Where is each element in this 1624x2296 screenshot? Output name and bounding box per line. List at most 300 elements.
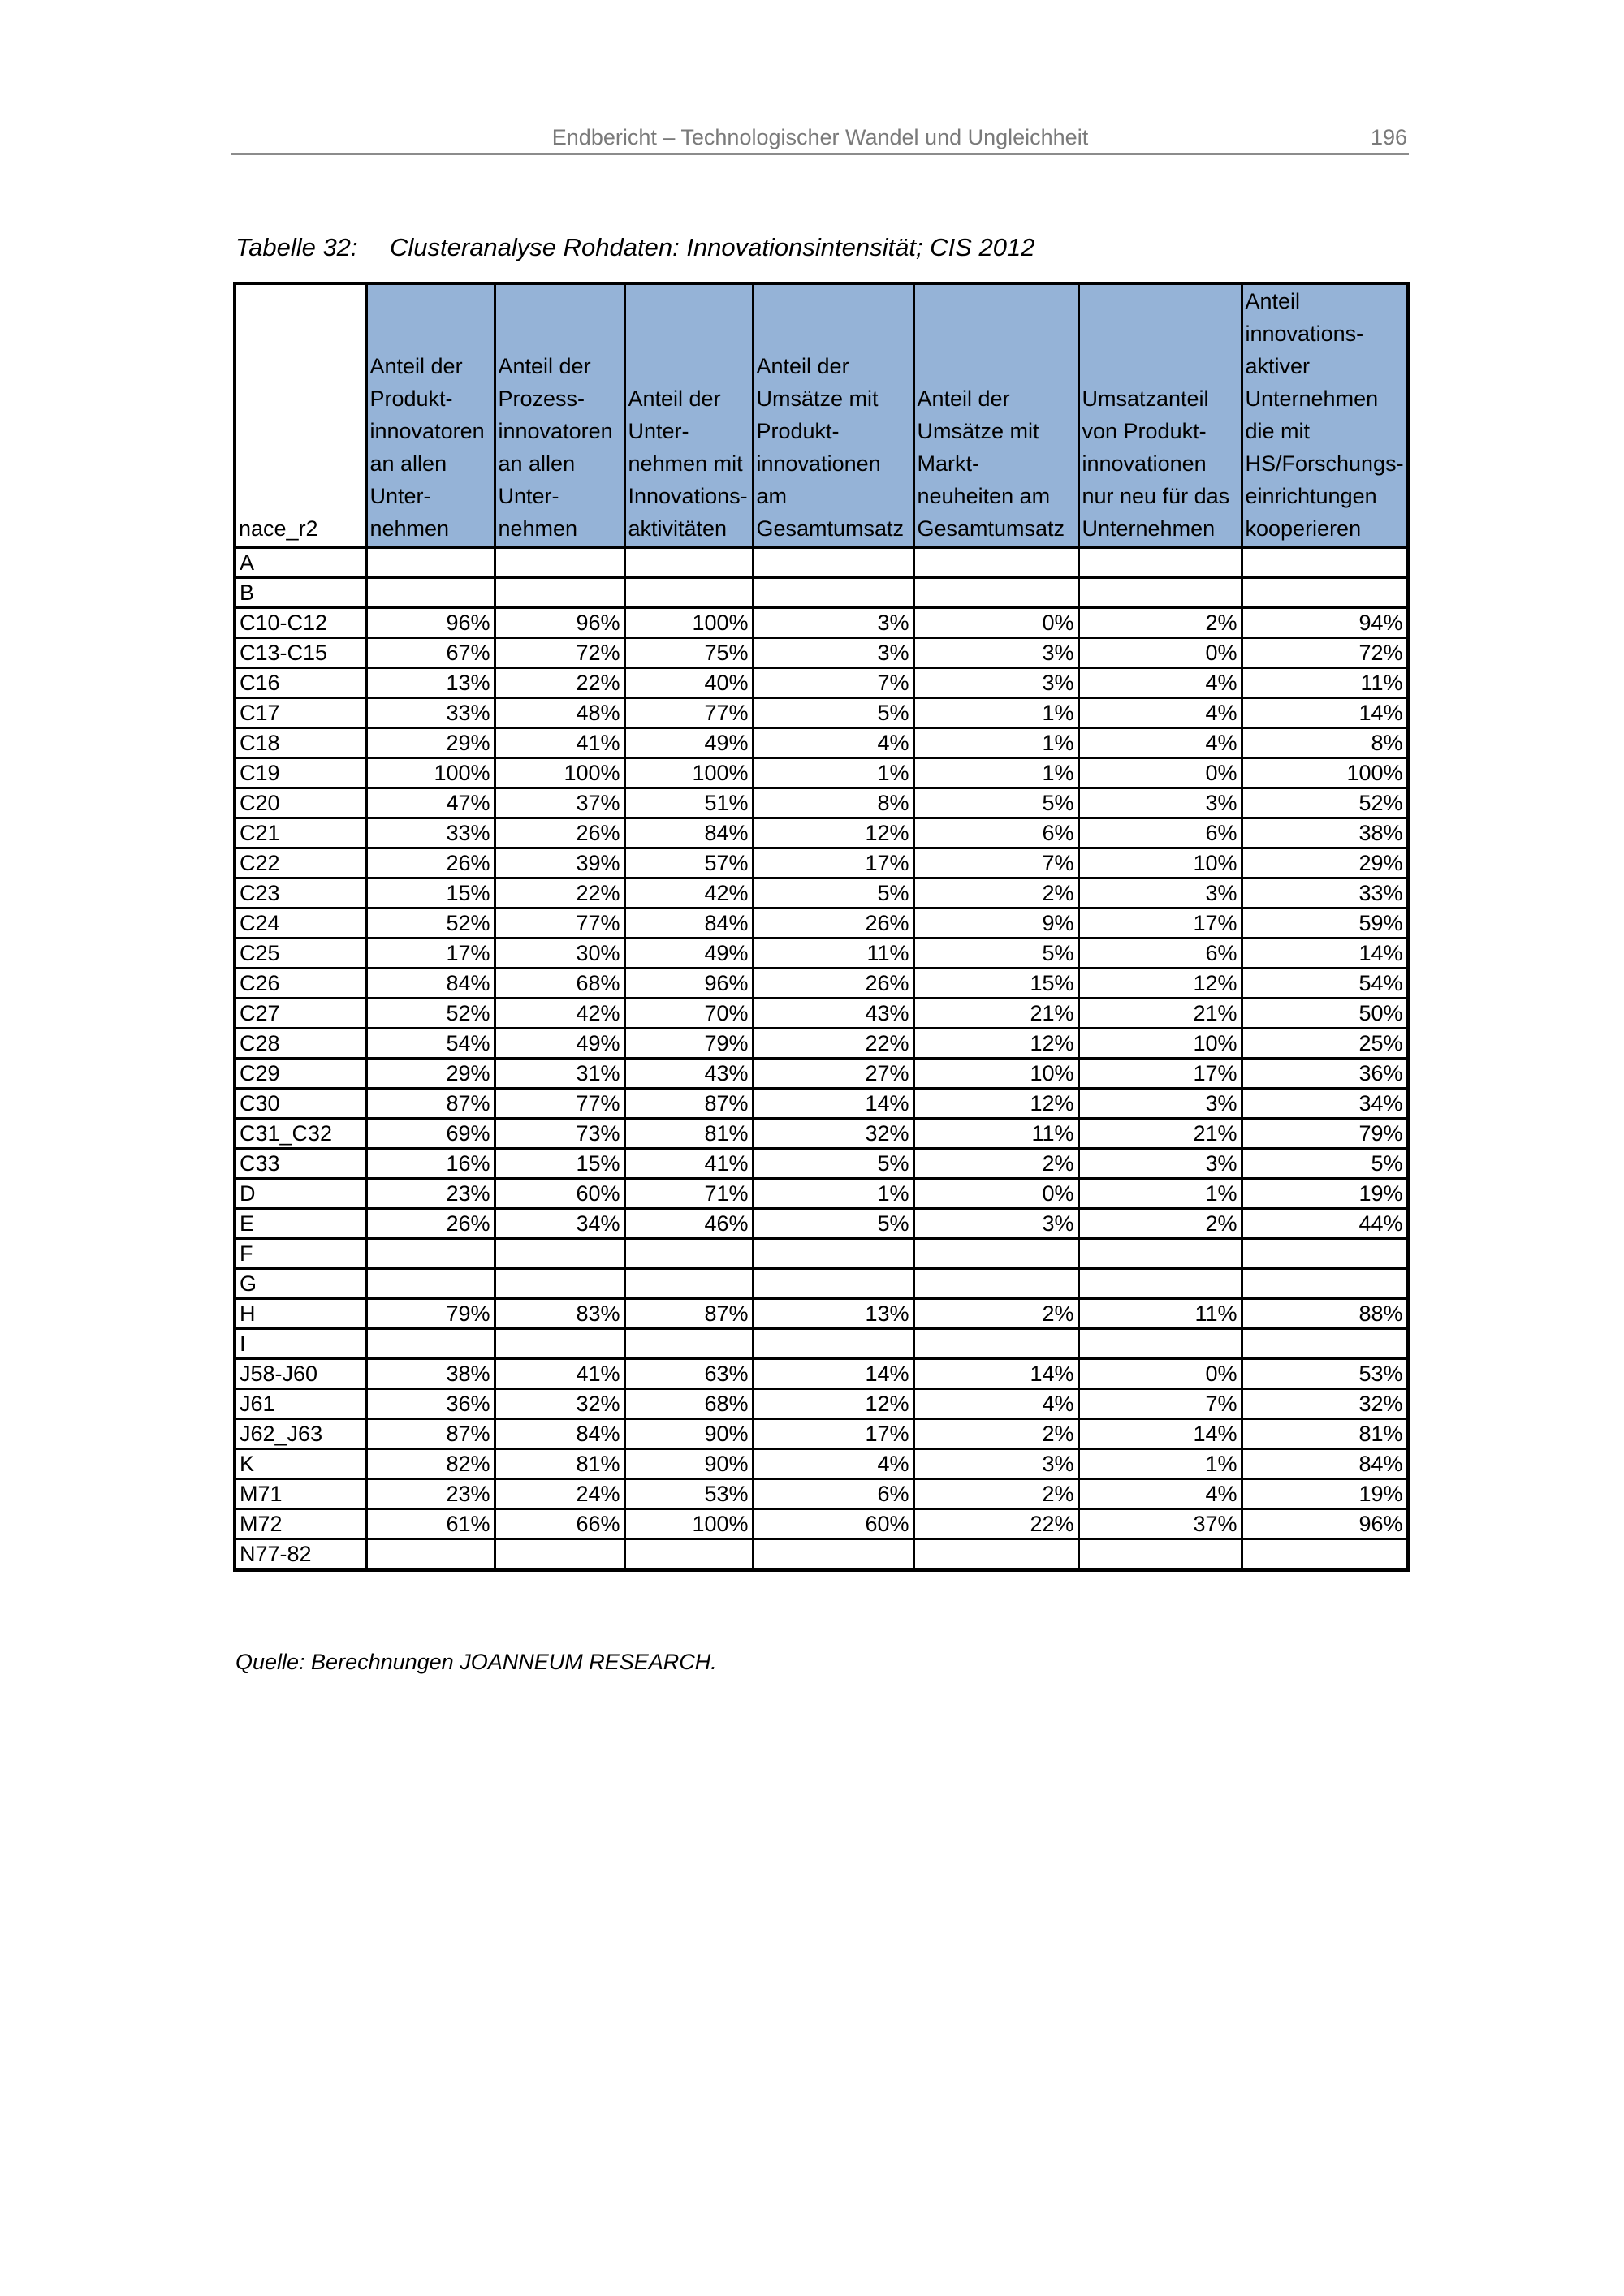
table-cell (366, 1269, 495, 1299)
table-cell: 4% (753, 728, 914, 758)
table-cell (1078, 1539, 1242, 1570)
table-cell: 39% (495, 848, 624, 878)
table-cell: 3% (753, 638, 914, 668)
table-row (235, 1299, 1408, 1329)
table-row (235, 1389, 1408, 1419)
table-cell: 21% (914, 999, 1078, 1029)
table-cell (495, 1539, 624, 1570)
table-cell: 11% (1242, 668, 1408, 698)
table-cell: 17% (1078, 908, 1242, 939)
table-cell: 84% (366, 969, 495, 999)
table-cell: 96% (495, 608, 624, 638)
table-cell: 3% (1078, 788, 1242, 818)
table-cell: 0% (1078, 638, 1242, 668)
row-label: M72 (235, 1509, 366, 1539)
table-caption (235, 233, 1034, 262)
corner-label: nace_r2 (235, 283, 366, 548)
table-cell: 87% (624, 1299, 753, 1329)
table-cell: 41% (624, 1149, 753, 1179)
table-cell: 67% (366, 638, 495, 668)
column-header: Anteil der Produkt-innovatoren an allen Unter-nehmen (366, 283, 495, 548)
table-cell: 23% (366, 1179, 495, 1209)
table-cell: 12% (753, 1389, 914, 1419)
table-cell: 90% (624, 1449, 753, 1479)
table-row (235, 608, 1408, 638)
row-label: C30 (235, 1089, 366, 1119)
row-label: C20 (235, 788, 366, 818)
table-cell: 2% (914, 1299, 1078, 1329)
table-cell: 32% (495, 1389, 624, 1419)
table-cell: 81% (624, 1119, 753, 1149)
table-cell: 3% (1078, 1089, 1242, 1119)
table-cell: 3% (753, 608, 914, 638)
table-cell: 8% (1242, 728, 1408, 758)
table-cell (366, 1329, 495, 1359)
table-cell: 2% (914, 1149, 1078, 1179)
row-label: G (235, 1269, 366, 1299)
caption-text: Clusteranalyse Rohdaten: Innovationsintensität; CIS 2012 (390, 233, 1035, 261)
table-cell: 43% (624, 1059, 753, 1089)
table-cell: 6% (1078, 818, 1242, 848)
table-cell: 5% (1242, 1149, 1408, 1179)
table-cell: 3% (914, 638, 1078, 668)
table-cell: 59% (1242, 908, 1408, 939)
table-cell: 79% (366, 1299, 495, 1329)
table-cell (1242, 1269, 1408, 1299)
table-cell: 41% (495, 1359, 624, 1389)
table-cell: 75% (624, 638, 753, 668)
table-cell: 87% (366, 1419, 495, 1449)
table-cell: 21% (1078, 999, 1242, 1029)
table-cell: 7% (914, 848, 1078, 878)
data-table (233, 282, 1410, 1572)
table-cell: 22% (495, 668, 624, 698)
table-cell: 53% (1242, 1359, 1408, 1389)
column-header: Anteil innovations-aktiver Unternehmen die mit HS/Forschungs-einrichtungen kooperieren (1242, 283, 1408, 548)
table-cell: 61% (366, 1509, 495, 1539)
table-cell (914, 578, 1078, 608)
table-cell: 5% (914, 788, 1078, 818)
table-cell: 49% (624, 939, 753, 969)
row-label: C21 (235, 818, 366, 848)
table-cell: 2% (914, 878, 1078, 908)
table-cell: 5% (753, 1209, 914, 1239)
table-cell: 12% (1078, 969, 1242, 999)
table-row (235, 1119, 1408, 1149)
table-cell (1242, 578, 1408, 608)
table-cell: 3% (1078, 878, 1242, 908)
row-label: J61 (235, 1389, 366, 1419)
table-row (235, 1269, 1408, 1299)
table-cell: 2% (914, 1479, 1078, 1509)
header-row (235, 283, 1408, 548)
row-label: M71 (235, 1479, 366, 1509)
table-cell: 1% (753, 1179, 914, 1209)
table-row (235, 848, 1408, 878)
table-cell: 81% (495, 1449, 624, 1479)
column-header: Umsatzanteil von Produkt-innovationen nur neu für das Unternehmen (1078, 283, 1242, 548)
table-cell: 72% (495, 638, 624, 668)
column-header: Anteil der Umsätze mit Produkt-innovationen am Gesamtumsatz (753, 283, 914, 548)
table-row (235, 1449, 1408, 1479)
table-cell: 14% (1078, 1419, 1242, 1449)
row-label: C26 (235, 969, 366, 999)
row-label: C10-C12 (235, 608, 366, 638)
table-cell: 52% (366, 908, 495, 939)
table-cell: 31% (495, 1059, 624, 1089)
table-cell: 12% (914, 1089, 1078, 1119)
table-cell: 13% (753, 1299, 914, 1329)
table-cell (1242, 548, 1408, 578)
row-label: H (235, 1299, 366, 1329)
table-row (235, 668, 1408, 698)
table-cell: 100% (495, 758, 624, 788)
table-cell: 1% (1078, 1179, 1242, 1209)
table-cell: 51% (624, 788, 753, 818)
table-cell (1078, 578, 1242, 608)
table-cell: 11% (914, 1119, 1078, 1149)
table-cell: 96% (1242, 1509, 1408, 1539)
table-cell: 7% (753, 668, 914, 698)
table-row (235, 908, 1408, 939)
table-cell: 94% (1242, 608, 1408, 638)
table-cell: 54% (366, 1029, 495, 1059)
table-row (235, 1329, 1408, 1359)
table-cell: 87% (366, 1089, 495, 1119)
table-cell: 88% (1242, 1299, 1408, 1329)
table-cell: 8% (753, 788, 914, 818)
table-cell: 21% (1078, 1119, 1242, 1149)
table-cell: 4% (1078, 698, 1242, 728)
table-cell: 66% (495, 1509, 624, 1539)
row-label: C25 (235, 939, 366, 969)
table-cell: 13% (366, 668, 495, 698)
table-cell: 50% (1242, 999, 1408, 1029)
column-header: Anteil der Prozess-innovatoren an allen Unter-nehmen (495, 283, 624, 548)
table-cell: 79% (624, 1029, 753, 1059)
row-label: C28 (235, 1029, 366, 1059)
table-cell: 33% (1242, 878, 1408, 908)
table-cell: 82% (366, 1449, 495, 1479)
table-cell (624, 578, 753, 608)
table-cell (366, 1239, 495, 1269)
row-label: C22 (235, 848, 366, 878)
table-cell (914, 1329, 1078, 1359)
table-cell: 90% (624, 1419, 753, 1449)
table-cell: 36% (1242, 1059, 1408, 1089)
row-label: C27 (235, 999, 366, 1029)
table-cell: 100% (1242, 758, 1408, 788)
table-row (235, 1179, 1408, 1209)
table-cell: 37% (495, 788, 624, 818)
table-row (235, 1239, 1408, 1269)
table-cell (1078, 1269, 1242, 1299)
table-cell: 100% (366, 758, 495, 788)
table-cell: 1% (914, 698, 1078, 728)
table-cell: 71% (624, 1179, 753, 1209)
table-cell (1242, 1329, 1408, 1359)
table-cell: 5% (753, 1149, 914, 1179)
table-cell: 84% (624, 818, 753, 848)
table-cell: 22% (914, 1509, 1078, 1539)
table-row (235, 939, 1408, 969)
table-cell: 38% (1242, 818, 1408, 848)
table-row (235, 1089, 1408, 1119)
row-label: E (235, 1209, 366, 1239)
table-cell (753, 1329, 914, 1359)
row-label: C17 (235, 698, 366, 728)
table-cell: 24% (495, 1479, 624, 1509)
table-cell: 83% (495, 1299, 624, 1329)
table-cell: 12% (914, 1029, 1078, 1059)
table-cell: 26% (753, 969, 914, 999)
table-cell (624, 1329, 753, 1359)
table-row (235, 969, 1408, 999)
table-cell (1078, 548, 1242, 578)
table-cell: 57% (624, 848, 753, 878)
table-cell: 96% (624, 969, 753, 999)
table-row (235, 1209, 1408, 1239)
table-cell: 10% (1078, 848, 1242, 878)
table-cell: 10% (914, 1059, 1078, 1089)
table-cell: 6% (1078, 939, 1242, 969)
row-label: C23 (235, 878, 366, 908)
table-cell: 17% (753, 848, 914, 878)
table-cell: 4% (1078, 1479, 1242, 1509)
column-header: Anteil der Umsätze mit Markt-neuheiten am Gesamtumsatz (914, 283, 1078, 548)
table-cell (495, 1329, 624, 1359)
table-cell (624, 1239, 753, 1269)
table-cell: 29% (1242, 848, 1408, 878)
header-title: Endbericht – Technologischer Wandel und Ungleichheit (551, 125, 1089, 149)
table-cell: 0% (1078, 1359, 1242, 1389)
table-cell: 0% (1078, 758, 1242, 788)
table-cell: 60% (495, 1179, 624, 1209)
table-cell (495, 548, 624, 578)
table-cell: 41% (495, 728, 624, 758)
table-cell: 19% (1242, 1179, 1408, 1209)
table-cell: 49% (624, 728, 753, 758)
table-cell: 29% (366, 1059, 495, 1089)
table-cell: 11% (1078, 1299, 1242, 1329)
table-row (235, 548, 1408, 578)
table-cell (624, 548, 753, 578)
table-row (235, 698, 1408, 728)
table-cell: 5% (753, 698, 914, 728)
table-cell: 17% (366, 939, 495, 969)
table-cell: 34% (1242, 1089, 1408, 1119)
row-label: J58-J60 (235, 1359, 366, 1389)
table-cell: 32% (753, 1119, 914, 1149)
table-cell: 72% (1242, 638, 1408, 668)
table-cell: 32% (1242, 1389, 1408, 1419)
table-cell: 15% (366, 878, 495, 908)
row-label: C13-C15 (235, 638, 366, 668)
table-cell: 33% (366, 698, 495, 728)
table-cell: 63% (624, 1359, 753, 1389)
table-cell: 12% (753, 818, 914, 848)
table-cell: 14% (753, 1089, 914, 1119)
table-cell (624, 1539, 753, 1570)
table-row (235, 1539, 1408, 1570)
table-cell: 42% (495, 999, 624, 1029)
row-label: C18 (235, 728, 366, 758)
row-label: K (235, 1449, 366, 1479)
table-cell (753, 578, 914, 608)
table-cell: 3% (914, 668, 1078, 698)
table-cell: 100% (624, 758, 753, 788)
table-cell: 4% (1078, 728, 1242, 758)
row-label: C31_C32 (235, 1119, 366, 1149)
table-cell: 54% (1242, 969, 1408, 999)
table-cell: 77% (495, 908, 624, 939)
table-cell: 15% (495, 1149, 624, 1179)
table-cell: 47% (366, 788, 495, 818)
table-cell: 48% (495, 698, 624, 728)
row-label: D (235, 1179, 366, 1209)
table-cell: 84% (624, 908, 753, 939)
table-row (235, 1479, 1408, 1509)
table-cell: 84% (1242, 1449, 1408, 1479)
source-note: Quelle: Berechnungen JOANNEUM RESEARCH. (235, 1650, 717, 1674)
caption-label: Tabelle 32: (235, 233, 358, 261)
table-cell: 23% (366, 1479, 495, 1509)
table-cell: 29% (366, 728, 495, 758)
table-cell (753, 548, 914, 578)
table-row (235, 578, 1408, 608)
table-cell: 6% (753, 1479, 914, 1509)
table-cell (914, 1269, 1078, 1299)
table-cell: 26% (495, 818, 624, 848)
table-cell: 3% (1078, 1149, 1242, 1179)
table-cell: 96% (366, 608, 495, 638)
table-cell: 22% (495, 878, 624, 908)
table-cell: 10% (1078, 1029, 1242, 1059)
table-cell: 5% (914, 939, 1078, 969)
table-cell: 52% (1242, 788, 1408, 818)
table-cell: 53% (624, 1479, 753, 1509)
table-row (235, 999, 1408, 1029)
table-cell: 25% (1242, 1029, 1408, 1059)
table-cell: 40% (624, 668, 753, 698)
table-cell: 37% (1078, 1509, 1242, 1539)
table-cell: 17% (1078, 1059, 1242, 1089)
row-label: J62_J63 (235, 1419, 366, 1449)
table-cell: 79% (1242, 1119, 1408, 1149)
table-cell: 14% (1242, 698, 1408, 728)
table-row (235, 1059, 1408, 1089)
table-cell (495, 1239, 624, 1269)
row-label: A (235, 548, 366, 578)
table-cell (1242, 1239, 1408, 1269)
table-cell: 77% (495, 1089, 624, 1119)
table-cell (495, 578, 624, 608)
table-cell: 38% (366, 1359, 495, 1389)
table-cell: 34% (495, 1209, 624, 1239)
table-cell: 100% (624, 1509, 753, 1539)
table-cell: 33% (366, 818, 495, 848)
table-row (235, 638, 1408, 668)
table-cell: 69% (366, 1119, 495, 1149)
table-row (235, 758, 1408, 788)
table-cell: 1% (914, 728, 1078, 758)
table-cell (914, 1539, 1078, 1570)
table-cell: 52% (366, 999, 495, 1029)
table-cell: 84% (495, 1419, 624, 1449)
table-cell: 1% (753, 758, 914, 788)
table-cell: 73% (495, 1119, 624, 1149)
table-cell: 26% (366, 848, 495, 878)
table-cell: 6% (914, 818, 1078, 848)
table-cell (366, 548, 495, 578)
table-cell: 9% (914, 908, 1078, 939)
table-cell: 87% (624, 1089, 753, 1119)
table-cell: 4% (914, 1389, 1078, 1419)
table-cell: 42% (624, 878, 753, 908)
table-cell: 0% (914, 1179, 1078, 1209)
table-cell: 81% (1242, 1419, 1408, 1449)
table-cell: 14% (914, 1359, 1078, 1389)
row-label: B (235, 578, 366, 608)
table-cell: 68% (495, 969, 624, 999)
table-cell: 3% (914, 1449, 1078, 1479)
table-row (235, 1359, 1408, 1389)
row-label: F (235, 1239, 366, 1269)
table-cell: 1% (1078, 1449, 1242, 1479)
table-cell: 43% (753, 999, 914, 1029)
table-cell (914, 1239, 1078, 1269)
row-label: C33 (235, 1149, 366, 1179)
table-cell: 46% (624, 1209, 753, 1239)
running-header (231, 123, 1409, 155)
table-cell (753, 1269, 914, 1299)
table-cell: 5% (753, 878, 914, 908)
table-cell: 27% (753, 1059, 914, 1089)
table-cell: 15% (914, 969, 1078, 999)
table-cell: 68% (624, 1389, 753, 1419)
table-cell: 14% (753, 1359, 914, 1389)
table-cell (495, 1269, 624, 1299)
table-cell (753, 1239, 914, 1269)
table-cell (366, 1539, 495, 1570)
table-cell: 4% (1078, 668, 1242, 698)
table-cell: 4% (753, 1449, 914, 1479)
row-label: C29 (235, 1059, 366, 1089)
table-body (235, 548, 1408, 1570)
table-cell (1078, 1239, 1242, 1269)
row-label: C16 (235, 668, 366, 698)
table-cell: 2% (1078, 608, 1242, 638)
table-cell: 26% (753, 908, 914, 939)
table-cell: 44% (1242, 1209, 1408, 1239)
row-label: I (235, 1329, 366, 1359)
table-cell: 1% (914, 758, 1078, 788)
table-cell: 3% (914, 1209, 1078, 1239)
table-cell (1242, 1539, 1408, 1570)
table-cell: 19% (1242, 1479, 1408, 1509)
table-row (235, 1419, 1408, 1449)
table-cell (366, 578, 495, 608)
table-cell: 2% (914, 1419, 1078, 1449)
table-row (235, 1149, 1408, 1179)
table-cell: 2% (1078, 1209, 1242, 1239)
table-row (235, 818, 1408, 848)
table-row (235, 1029, 1408, 1059)
table-cell: 49% (495, 1029, 624, 1059)
column-header: Anteil der Unter-nehmen mit Innovations-aktivitäten (624, 283, 753, 548)
table-row (235, 1509, 1408, 1539)
table-cell: 100% (624, 608, 753, 638)
